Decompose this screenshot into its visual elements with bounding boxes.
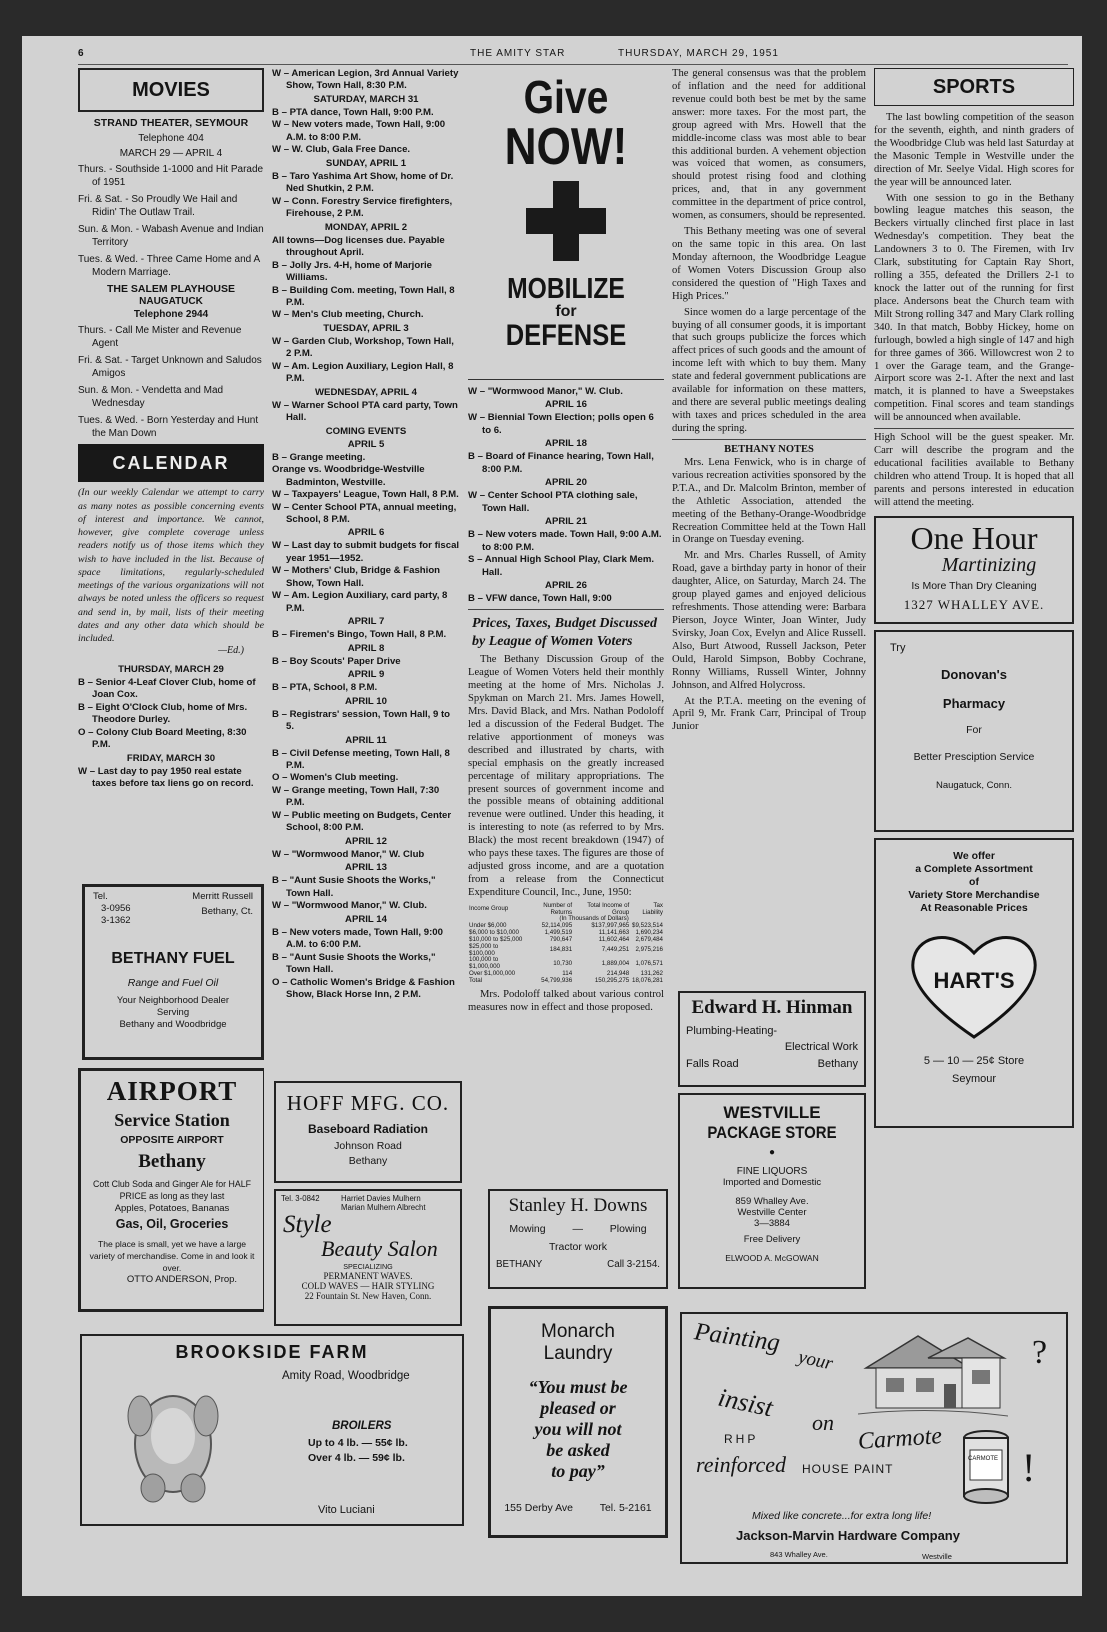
hoff-line2: Johnson Road	[334, 1140, 402, 1152]
paint-w2: your	[796, 1346, 835, 1375]
calendar-event: B – Jolly Jrs. 4-H, home of Marjorie Williams.	[272, 259, 432, 284]
table-cell: $9,523,514	[632, 922, 663, 930]
calendar-event: B – New voters made. Town Hall, 9:00 A.M. to 8:00 P.M.	[468, 529, 662, 553]
westville-phone: 3—3884	[754, 1218, 790, 1229]
airport-town: Bethany	[138, 1151, 206, 1173]
donovan-pharmacy-ad	[874, 630, 1074, 832]
calendar-friday-heading: FRIDAY, MARCH 30	[126, 752, 216, 764]
calendar-event: B – "Aunt Susie Shoots the Works," Town Hall.	[272, 875, 436, 899]
style-line1: PERMANENT WAVES.	[323, 1271, 413, 1282]
hinman-left: Falls Road	[686, 1058, 739, 1070]
table-row	[468, 978, 664, 985]
paint-w6: RHP	[724, 1432, 759, 1446]
carmote-paint-ad	[680, 1312, 1068, 1564]
events-continued	[468, 386, 664, 606]
harts-line7: Seymour	[951, 1073, 997, 1086]
column-events	[272, 68, 460, 1073]
paint-store-name: Jackson-Marvin Hardware Company	[736, 1528, 960, 1543]
westville-addr1: 859 Whalley Ave.	[735, 1196, 809, 1207]
page-number: 6	[78, 48, 84, 59]
westville-line2: Imported and Domestic	[722, 1177, 822, 1188]
stanley-name: Stanley H. Downs	[508, 1195, 648, 1216]
strand-name: STRAND THEATER, SEYMOUR	[93, 117, 249, 129]
calendar-event: B – "Aunt Susie Shoots the Works," Town Hall.	[272, 951, 436, 976]
give-line3: MOBILIZE	[507, 273, 625, 306]
column-three	[468, 68, 664, 1118]
fuel-tel-label: Tel.	[93, 891, 108, 902]
strand-listing: Tues. & Wed. - Three Came Home and A Modern Marriage.	[78, 254, 260, 279]
harts-ad	[874, 838, 1074, 1128]
consensus-p2: This Bethany meeting was one of several on the same topic in this area. On last Monday afternoon, the Woodbridge League of Women Voters Discussion Group also considered the question of "High Taxes and High Prices."	[672, 226, 866, 302]
harts-name: HART'S	[933, 968, 1015, 994]
table-cell: Under $6,000	[469, 922, 507, 930]
table-cell: 1,076,571	[635, 959, 663, 967]
paint-store-addr: 843 Whalley Ave.	[770, 1550, 828, 1559]
red-cross-icon	[526, 181, 606, 261]
style-name1: Style	[283, 1211, 332, 1238]
calendar-event: B – Grange meeting.	[272, 451, 366, 463]
hoff-line1: Baseboard Radiation	[307, 1122, 429, 1136]
paint-question-mark: ?	[1032, 1334, 1048, 1371]
donovan-pharmacy: Pharmacy	[942, 695, 1006, 711]
brookside-broilers: BROILERS	[332, 1420, 392, 1432]
table-header-cell: Number of Returns	[543, 901, 573, 916]
style-beauty-ad	[274, 1189, 462, 1326]
airport-produce: Apples, Potatoes, Bananas	[114, 1202, 230, 1214]
style-specializing: SPECIALIZING	[343, 1262, 393, 1272]
fuel-line2: Your Neighborhood Dealer	[116, 994, 230, 1006]
westville-package-ad: WESTVILLE PACKAGE STORE ● FINE LIQUORS Imported and Domestic 859 Whalley Ave. Westville Center 3—3884 Free Delivery ELWOOD A. McGOWAN	[678, 1093, 866, 1289]
event-date-heading: APRIL 26	[545, 580, 587, 592]
paint-w3: insist	[715, 1382, 776, 1423]
event-date-heading: APRIL 11	[345, 734, 387, 746]
salem-listing: Fri. & Sat. - Target Unknown and Saludos Amigos	[78, 355, 262, 380]
event-date-heading: MONDAY, APRIL 2	[324, 221, 408, 233]
westville-line1: FINE LIQUORS	[736, 1166, 808, 1177]
monarch-q2: pleased or	[540, 1398, 616, 1418]
westville-name2: PACKAGE STORE	[707, 1123, 837, 1142]
paint-can-label: CARMOTE	[968, 1456, 998, 1462]
event-date-heading: APRIL 9	[347, 669, 385, 681]
calendar-event: B – Board of Finance hearing, Town Hall, 8:00 P.M.	[468, 451, 654, 475]
event-date-heading: APRIL 13	[345, 862, 387, 874]
bethany-notes-title: BETHANY NOTES	[724, 443, 814, 455]
airport-owner: OTTO ANDERSON, Prop.	[126, 1274, 238, 1286]
calendar-event: B – New voters made, Town Hall, 9:00 A.M. to 6:00 P.M.	[272, 926, 443, 951]
calendar-event: O – Catholic Women's Bridge & Fashion Show, Black Horse Inn, 2 P.M.	[272, 976, 455, 1000]
calendar-event: W – American Legion, 3rd Annual Variety Show, Town Hall, 8:30 P.M.	[272, 68, 459, 92]
calendar-thursday-list	[78, 677, 264, 752]
calendar-event: O – Colony Club Board Meeting, 8:30 P.M.	[78, 726, 247, 751]
event-date-heading: APRIL 18	[545, 438, 587, 450]
table-cell: 52,114,095	[541, 922, 573, 930]
table-cell: 1,889,004	[601, 959, 630, 967]
stanley-downs-ad: Stanley H. Downs Mowing — Plowing Tractor work BETHANY Call 3-2154.	[488, 1189, 668, 1289]
strand-phone: Telephone 404	[138, 133, 204, 145]
calendar-event: B – Boy Scouts' Paper Drive	[272, 655, 401, 667]
calendar-sign: —Ed.)	[218, 645, 244, 657]
hinman-ad	[678, 991, 866, 1087]
paint-w4: on	[812, 1410, 834, 1435]
airport-offer: Cott Club Soda and Ginger Ale for HALF PRICE as long as they last	[93, 1179, 251, 1201]
salem-listing: Sun. & Mon. - Vendetta and Mad Wednesday	[78, 385, 224, 410]
monarch-name2: Laundry	[543, 1343, 613, 1364]
issue-date: THURSDAY, MARCH 29, 1951	[618, 48, 779, 59]
consensus-p3: Since women do a large percentage of the buying of all consumer goods, it is important that such groups publicize the forces which affect prices of such goods and the amount of income left with which to buy them. Many state and federal government publications are available for information on these matters, and there are several public meetings dealing with taxes and prices scheduled in the area during the spring.	[672, 306, 866, 434]
calendar-thursday-heading: THURSDAY, MARCH 29	[118, 663, 224, 675]
calendar-event: W – Conn. Forestry Service firefighters, Firehouse, 2 P.M.	[272, 195, 453, 220]
calendar-event: W – Am. Legion Auxiliary, Legion Hall, 8 P.M.	[272, 360, 454, 385]
calendar-event: B – Civil Defense meeting, Town Hall, 8 P.M.	[272, 747, 450, 772]
column-four	[672, 68, 866, 1026]
hoff-name: HOFF MFG. CO.	[286, 1091, 450, 1115]
fuel-owner: Merritt Russell	[192, 891, 253, 902]
house-illustration-icon	[858, 1324, 1008, 1420]
brookside-price1: Up to 4 lb. — 55¢ lb.	[308, 1437, 408, 1449]
event-date-heading: APRIL 7	[347, 616, 385, 628]
paint-store-town: Westville	[922, 1552, 952, 1561]
event-date-heading: WEDNESDAY, APRIL 4	[314, 386, 417, 398]
paint-w8: HOUSE PAINT	[802, 1462, 894, 1476]
brookside-addr: Amity Road, Woodbridge	[282, 1370, 410, 1382]
fuel-line1: Range and Fuel Oil	[127, 976, 219, 989]
one-hour-line1: One Hour	[910, 519, 1038, 556]
paint-exclamation: !	[1022, 1445, 1036, 1490]
table-cell: 1,690,234	[635, 929, 663, 937]
monarch-tel: Tel. 5-2161	[599, 1502, 652, 1514]
calendar-event: W – Last day to pay 1950 real estate taxes before tax liens go on record.	[78, 765, 254, 790]
donovan-try: Try	[890, 641, 906, 654]
calendar-friday-list	[78, 766, 264, 791]
table-cell: 100,000 to $1,000,000	[469, 956, 500, 971]
table-cell: 1,499,519	[544, 929, 573, 937]
fuel-line4: Bethany and Woodbridge	[119, 1018, 227, 1030]
stanley-town: BETHANY	[496, 1259, 543, 1270]
event-date-heading: SUNDAY, APRIL 1	[325, 157, 407, 169]
westville-addr2: Westville Center	[737, 1207, 807, 1218]
table-cell: 10,730	[553, 959, 573, 967]
table-row	[468, 957, 664, 971]
notes-p2: Mr. and Mrs. Charles Russell, of Amity Road, gave a birthday party in honor of their daughter, Alice, on Saturday, March 24. The group played games and enjoyed delicious refreshments. Those attending were: Barbara Pierson, Joyce Winter, Joan Winter, Judy Svirsky, Joan Cox, Evelyn and Alice Russell. Also, Burt Atwood, Russell Jackson, Peter Ould, Harold Simpson, Bobby Cochrane, Ronny Williams, Russell Winter, Johnny Johnson, and Alfred Holycross.	[672, 550, 866, 691]
table-cell: 131,262	[640, 969, 663, 977]
bethany-fuel-ad	[82, 884, 264, 1060]
fuel-name: BETHANY FUEL	[111, 949, 235, 967]
sports-p2: With one session to go in the Bethany bowling league matches this season, the Beckers virtually clinched first place in last Wednesday's competition. They beat the Landowners 3 to 0. The Firemen, with Irv Clark, substituting for Captain Ray Short, rolling a 355, defeated the Drillers 2-1 to knock the latter out of the running for first place. Andersons beat the Church team with Milt Strong rolling 347 and Mary Clark rolling 340. In that match, Bobby Hickey, home on furlough, bowled a high single of 147 and high for three games of 366. Willowcrest won 2 to 1 over the Garage team, and the Grange-Airport score was 2-1. After the next and last match, it is planned to have a Sweepstakes competition. Final scores and team standings will be announced when available.	[874, 192, 1074, 424]
notes-p3: At the P.T.A. meeting on the evening of April 9, Mr. Frank Carr, Principal of Troup Junior	[672, 695, 866, 733]
give-line5: DEFENSE	[505, 319, 627, 353]
harts-line6: 5 — 10 — 25¢ Store	[923, 1055, 1025, 1068]
table-units: (In Thousands of Dollars)	[559, 915, 629, 923]
give-now-ad	[468, 71, 664, 380]
table-body	[468, 923, 664, 984]
table-cell: 2,679,484	[635, 935, 663, 943]
give-line2: NOW!	[504, 118, 628, 176]
style-owners2: Marian Mulhern Albrecht	[341, 1203, 426, 1212]
paint-tag: Mixed like concrete...for extra long life!	[752, 1510, 932, 1522]
donovan-name: Donovan's	[941, 667, 1007, 683]
calendar-event: B – Senior 4-Leaf Clover Club, home of Joan Cox.	[78, 676, 256, 701]
fuel-tel2: 3-1362	[101, 914, 131, 926]
donovan-town: Naugatuck, Conn.	[935, 780, 1013, 792]
calendar-event: W – W. Club, Gala Free Dance.	[272, 144, 411, 156]
stanley-s1: Mowing	[509, 1223, 546, 1235]
event-date-heading: SATURDAY, MARCH 31	[313, 93, 419, 105]
give-line4: for	[555, 303, 577, 321]
event-date-heading: APRIL 16	[545, 399, 587, 411]
calendar-event: Orange vs. Woodbridge-Westville Badminton, Westville.	[272, 464, 425, 488]
table-cell: Total	[469, 976, 483, 984]
consensus-p1: The general consensus was that the problem of inflation and the need for additional revenue could both best be met by the same answer: more taxes. For the most part, the group agreed with Mrs. Howell that the middle-income class was most able to bear this additional burden. A vehement objection was voiced that women, as consumers, should protest rising food and clothing prices, and, that in any government committee in the department of price control, women, as consumers, should be represented.	[672, 68, 866, 222]
monarch-addr: 155 Derby Ave	[504, 1502, 574, 1514]
income-tax-table	[468, 903, 664, 985]
calendar-event: W – Grange meeting, Town Hall, 7:30 P.M.	[272, 784, 440, 809]
calendar-event: W – Center School PTA, annual meeting, School, 8 P.M.	[272, 501, 457, 526]
calendar-event: O – Women's Club meeting.	[272, 772, 399, 784]
table-cell: 790,647	[549, 935, 573, 943]
brookside-price2: Over 4 lb. — 59¢ lb.	[308, 1452, 405, 1464]
sports-title: SPORTS	[874, 68, 1074, 106]
calendar-event: B – Taro Yashima Art Show, home of Dr. Ned Shutkin, 2 P.M.	[272, 170, 454, 195]
paint-can-icon	[962, 1430, 1010, 1504]
event-date-heading: APRIL 10	[345, 695, 387, 707]
paper-name: THE AMITY STAR	[470, 48, 566, 59]
airport-ad	[78, 1068, 264, 1312]
hinman-line1: Plumbing-Heating-	[686, 1025, 778, 1037]
table-cell: 11,141,663	[598, 929, 630, 937]
one-hour-line3: Is More Than Dry Cleaning	[911, 579, 1037, 592]
hinman-name: Edward H. Hinman	[691, 997, 853, 1018]
airport-title: AIRPORT	[106, 1076, 238, 1106]
strand-listing: Sun. & Mon. - Wabash Avenue and Indian Territory	[78, 224, 264, 249]
strand-listing: Fri. & Sat. - So Proudly We Hail and Ridin' The Outlaw Trail.	[78, 194, 238, 219]
salem-phone: Telephone 2944	[133, 308, 209, 320]
calendar-event: W – New voters made, Town Hall, 9:00 A.M. to 8:00 P.M.	[272, 119, 446, 143]
calendar-event: W – Biennial Town Election; polls open 6 to 6.	[468, 412, 654, 436]
salem-town: NAUGATUCK	[139, 296, 203, 308]
table-cell: $6,000 to $10,000	[469, 929, 519, 937]
table-cell: Over $1,000,000	[469, 969, 516, 977]
table-cell: $10,000 to $25,000	[469, 935, 523, 943]
event-date-heading: APRIL 5	[347, 438, 385, 450]
one-hour-line4: 1327 WHALLEY AVE.	[903, 596, 1045, 612]
fuel-tel1: 3-0956	[101, 902, 131, 914]
table-cell: 7,449,251	[601, 946, 630, 954]
event-date-heading: APRIL 12	[345, 835, 387, 847]
harts-line2: a Complete Assortment	[915, 862, 1033, 875]
brookside-farm-ad	[80, 1334, 464, 1526]
calendar-event: W – Center School PTA clothing sale, Town Hall.	[468, 490, 638, 514]
calendar-event: B – Building Com. meeting, Town Hall, 8 P.M.	[272, 284, 455, 308]
strand-dates: MARCH 29 — APRIL 4	[119, 147, 223, 159]
table-cell: 54,799,936	[541, 976, 573, 984]
table-cell: 18,076,281	[632, 976, 663, 984]
page-header	[78, 46, 1068, 65]
calendar-event: B – Eight O'Clock Club, home of Mrs. Theodore Durley.	[78, 701, 248, 726]
style-line2: COLD WAVES — HAIR STYLING	[301, 1281, 435, 1292]
budget-p1: The Bethany Discussion Group of the League of Women Voters held their monthly meeting at the home of Mrs. Nicholas J. Spykman on March 21. Mrs. James Howell, Mrs. David Black, and Mrs. Nathan Podoloff led a discussion of the Federal Budget. The relative apportionment of moneys was described and illustrated by charts, with special emphasis on the greatly increased percentage of military appropriations. The present sources of government income and the possible means of obtaining additional revenue were outlined. Under this heading, it is interesting to note (as referred to by Mrs. Black) the most recent breakdown (1947) of who pays these taxes. The figures are those of adjusted gross income, and are a quotation from a release from the Connecticut Expenditure Council, Inc., June, 1950:	[468, 654, 664, 898]
hinman-line2: Electrical Work	[784, 1041, 858, 1053]
table-cell: $25,000 to $100,000	[469, 942, 499, 957]
paint-w7: reinforced	[696, 1452, 787, 1477]
calendar-event: B – PTA, School, 8 P.M.	[272, 682, 378, 694]
fuel-place: Bethany, Ct.	[201, 905, 253, 917]
table-cell: $137,997,965	[591, 922, 630, 930]
harts-line1: We offer	[953, 849, 995, 862]
calendar-event: B – Firemen's Bingo, Town Hall, 8 P.M.	[272, 629, 447, 641]
monarch-laundry-ad	[488, 1306, 668, 1538]
westville-name1: WESTVILLE	[723, 1103, 821, 1122]
westville-delivery: Free Delivery	[743, 1234, 801, 1245]
airport-note: The place is small, yet we have a large variety of merchandise. Come in and look it over.	[89, 1239, 255, 1274]
event-date-heading: APRIL 14	[345, 913, 387, 925]
table-header-cell: Income Group	[469, 905, 509, 913]
event-date-heading: APRIL 8	[347, 642, 385, 654]
calendar-title: CALENDAR	[78, 444, 264, 482]
table-cell: 184,831	[549, 946, 573, 954]
column-sports	[874, 68, 1074, 1303]
strand-listings	[78, 163, 264, 279]
calendar-event: B – PTA dance, Town Hall, 9:00 P.M.	[272, 106, 434, 118]
calendar-event: W – "Wormwood Manor," W. Club	[272, 848, 425, 860]
monarch-q5: to pay”	[551, 1461, 605, 1481]
calendar-event: W – Am. Legion Auxiliary, card party, 8 P.M.	[272, 590, 448, 614]
calendar-event: W – Last day to submit budgets for fiscal year 1951—1952.	[272, 540, 460, 564]
one-hour-line2: Martinizing	[941, 553, 1037, 576]
calendar-event: W – Warner School PTA card party, Town Hall.	[272, 399, 458, 424]
event-date-heading: TUESDAY, APRIL 3	[323, 322, 409, 334]
fuel-line3: Serving	[156, 1006, 190, 1018]
style-address: 22 Fountain St. New Haven, Conn.	[304, 1291, 432, 1302]
one-hour-martinizing-ad	[874, 516, 1074, 624]
calendar-event: S – Annual High School Play, Clark Mem. Hall.	[468, 554, 655, 578]
monarch-name1: Monarch	[541, 1321, 615, 1342]
calendar-intro: (In our weekly Calendar we attempt to carry as many notes as possible concerning events of interest and importance. We cannot, however, give complete coverage unless readers notify us of those items which they wish to have included in the list. Because of space limitations, regularly-scheduled meetings of the various organizations will not always be noted unless the officers so request and send in, by mail, lists of their meeting dates and any other data which should be included.	[78, 487, 264, 645]
stanley-s2: Plowing	[609, 1223, 647, 1235]
calendar-event: B – VFW dance, Town Hall, 9:00	[468, 593, 612, 605]
newspaper-page	[22, 36, 1082, 1596]
table-cell: 114	[562, 969, 573, 977]
table-cell: 11,602,464	[598, 935, 630, 943]
table-row	[468, 944, 664, 958]
event-date-heading: APRIL 6	[347, 527, 385, 539]
donovan-for: For	[966, 723, 982, 736]
table-header-cell: Total Income of Group	[587, 901, 630, 916]
budget-headline: Prices, Taxes, Budget Discussed by League of Women Voters	[472, 615, 657, 650]
westville-owner: ELWOOD A. McGOWAN	[725, 1253, 819, 1263]
monarch-q1: “You must be	[528, 1377, 628, 1397]
calendar-event: W – Men's Club meeting, Church.	[272, 309, 424, 321]
stanley-s3: Tractor work	[549, 1241, 607, 1253]
calendar-event: W – Mothers' Club, Bridge & Fashion Show, Town Hall.	[272, 565, 441, 589]
event-date-heading: APRIL 21	[545, 516, 587, 528]
event-date-heading: COMING EVENTS	[325, 425, 407, 437]
brookside-name: BROOKSIDE FARM	[175, 1342, 369, 1362]
table-cell: 150,295,275	[594, 976, 630, 984]
donovan-service: Better Presciption Service	[913, 751, 1035, 764]
style-name2: Beauty Salon	[321, 1236, 438, 1261]
budget-p2: Mrs. Podoloff talked about various control measures now in effect and those proposed.	[468, 988, 664, 1013]
style-tel: Tel. 3-0842	[281, 1194, 320, 1203]
table-header-cell: Tax Liability	[642, 901, 663, 916]
salem-listing: Tues. & Wed. - Born Yesterday and Hunt the Man Down	[78, 415, 259, 440]
paint-w5: Carmote	[857, 1423, 943, 1455]
salem-name: THE SALEM PLAYHOUSE	[107, 283, 235, 296]
table-cell: 2,975,216	[635, 946, 663, 954]
calendar-event: W – "Wormwood Manor," W. Club.	[468, 386, 623, 397]
airport-goods: Gas, Oil, Groceries	[115, 1216, 229, 1231]
chicken-broiler-icon	[118, 1376, 228, 1506]
give-line1: Give	[523, 71, 609, 123]
harts-line4: Variety Store Merchandise	[908, 889, 1040, 902]
style-owners1: Harriet Davies Mulhern	[341, 1194, 421, 1203]
salem-listings	[78, 324, 264, 440]
airport-subtitle: Service Station	[114, 1109, 230, 1130]
sports-p1: The last bowling competition of the season for the seventh, eighth, and ninth graders of the Woodbridge Club was held last Saturday at the Masonic Temple in Westville under the direction of Mr. Seelye Vidal. High scores for the year will be announced later.	[874, 112, 1074, 188]
calendar-event: B – Registrars' session, Town Hall, 9 to 5.	[272, 708, 451, 733]
table-cell: 214,948	[606, 969, 630, 977]
hoff-ad	[274, 1081, 462, 1183]
hoff-line3: Bethany	[348, 1155, 388, 1167]
salem-listing: Thurs. - Call Me Mister and Revenue Agent	[78, 325, 242, 350]
stanley-call: Call 3-2154.	[607, 1259, 660, 1270]
brookside-owner: Vito Luciani	[318, 1504, 375, 1516]
event-date-heading: APRIL 20	[545, 477, 587, 489]
monarch-q3: you will not	[534, 1419, 622, 1439]
calendar-event: W – Garden Club, Workshop, Town Hall, 2 P.M.	[272, 335, 454, 360]
calendar-event: W – "Wormwood Manor," W. Club.	[272, 900, 427, 912]
notes-p1: Mrs. Lena Fenwick, who is in charge of various recreation activities sponsored by the P.T.A., and Dr. Malcolm Brinton, member of the Athletic Association, attended the meeting of the Bethany-Orange-Woodbridge Recreation Committee held at the Town Hall in Orange on Tuesday evening.	[672, 456, 866, 546]
paint-w1: Painting	[692, 1318, 782, 1357]
table-header-row	[468, 903, 664, 917]
calendar-event: All towns—Dog licenses due. Payable throughout April.	[272, 234, 445, 259]
harts-line5: At Reasonable Prices	[920, 902, 1028, 915]
column-movies-calendar	[78, 68, 264, 1313]
calendar-event: W – Taxpayers' League, Town Hall, 8 P.M.	[272, 489, 459, 501]
calendar-event: W – Public meeting on Budgets, Center School, 8:00 P.M.	[272, 809, 452, 834]
movies-title: MOVIES	[78, 68, 264, 112]
sports-p3: High School will be the guest speaker. Mr. Carr will describe the program and the educational facilities available to Bethany children who attend Troup. It is hoped that all parents and persons interested in education will attend the meeting.	[874, 432, 1074, 508]
airport-opposite: OPPOSITE AIRPORT	[120, 1134, 224, 1147]
strand-listing: Thurs. - Southside 1-1000 and Hit Parade of 1951	[78, 164, 264, 189]
harts-line3: of	[969, 875, 979, 888]
hinman-right: Bethany	[817, 1058, 858, 1070]
monarch-q4: be asked	[546, 1440, 610, 1460]
